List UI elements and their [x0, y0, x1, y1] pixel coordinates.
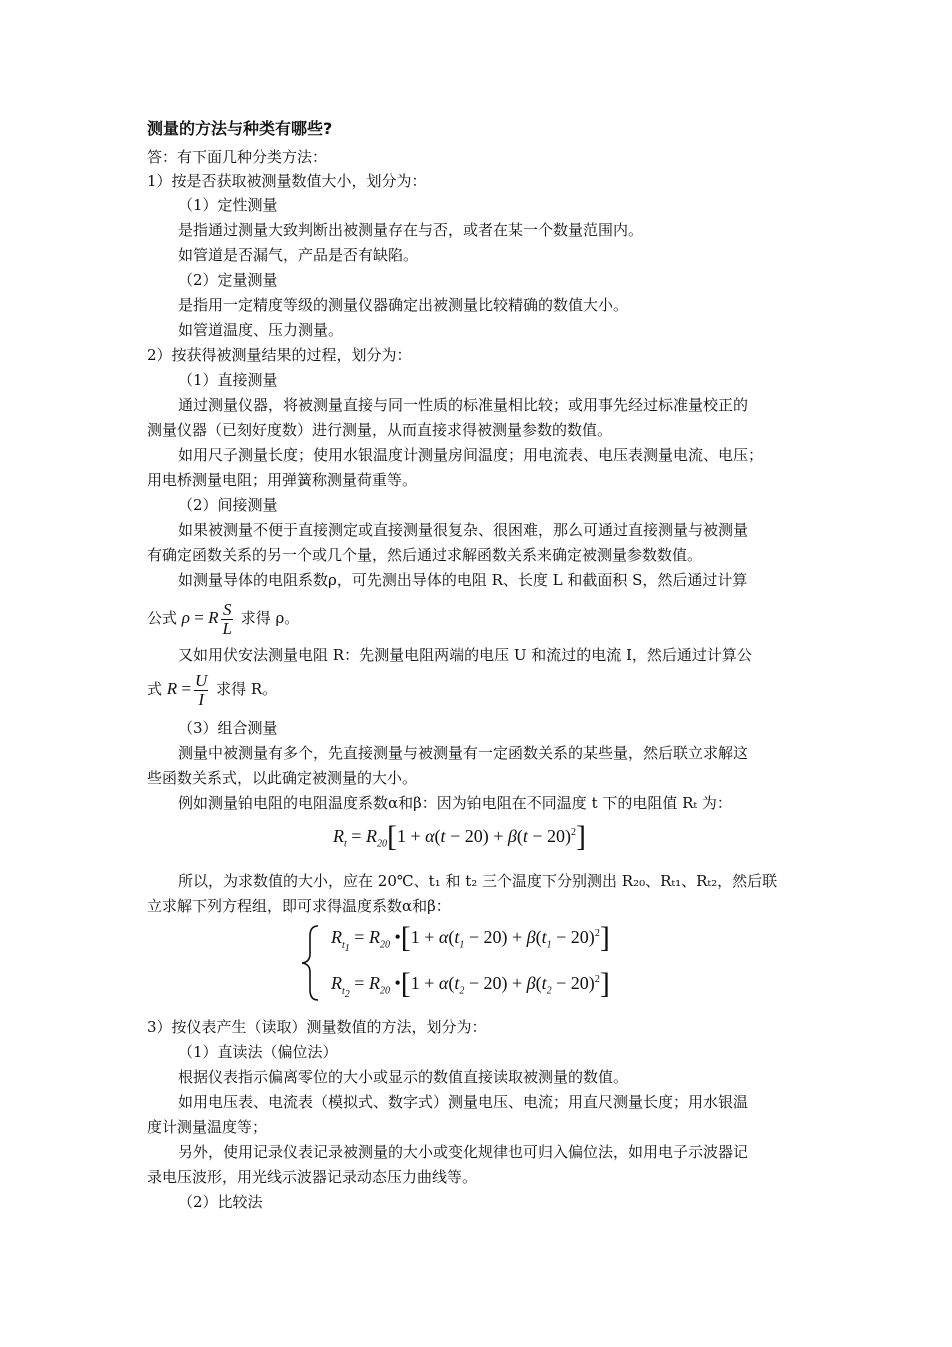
text-line: 如管道温度、压力测量。: [178, 321, 344, 339]
text-line: 立求解下列方程组，即可求得温度系数α和β：: [147, 897, 451, 915]
text-line: 是指通过测量大致判断出被测量存在与否，或者在某一个数量范围内。: [178, 221, 644, 239]
text-line: 3）按仪表产生（读取）测量数值的方法，划分为：: [147, 1018, 487, 1036]
formula-resistance: R = $\frac{U}{I}$: [166, 670, 208, 709]
text-line: 如管道是否漏气，产品是否有缺陷。: [178, 246, 419, 264]
text-line: 用电桥测量电阻；用弹簧称测量荷重等。: [147, 471, 418, 489]
text-line: 些函数关系式，以此确定被测量的大小。: [147, 769, 418, 787]
text-line: 如果被测量不便于直接测定或直接测量很复杂、很困难，那么可通过直接测量与被测量: [178, 521, 749, 539]
text-line: 根据仪表指示偏离零位的大小或显示的数值直接读取被测量的数值。: [178, 1068, 629, 1086]
text-line: （1）定性测量: [178, 196, 278, 214]
text-line: 录电压波形，用光线示波器记录动态压力曲线等。: [147, 1168, 478, 1186]
text-line: 度计测量温度等；: [147, 1118, 268, 1136]
text-line: 又如用伏安法测量电阻 R：先测量电阻两端的电压 U 和流过的电流 I，然后通过计算公: [178, 646, 752, 664]
text-fragment: 公式: [147, 609, 178, 627]
text-line: 2）按获得被测量结果的过程，划分为：: [147, 346, 412, 364]
text-line: （1）直接测量: [178, 371, 278, 389]
text-line: （2）比较法: [178, 1193, 263, 1211]
system-brace: [298, 924, 322, 1002]
text-line: 如用尺子测量长度；使用水银温度计测量房间温度；用电流表、电压表测量电流、电压；: [178, 446, 764, 464]
formula-line-resistance: [147, 667, 277, 711]
text-line: 所以，为求数值的大小，应在 20℃、t₁ 和 t₂ 三个温度下分别测出 R₂₀、Rₜ₁、Rₜ₂，然后联: [178, 872, 778, 890]
text-line: （2）定量测量: [178, 271, 278, 289]
text-line: 如用电压表、电流表（模拟式、数字式）测量电压、电流；用直尺测量长度；用水银温: [178, 1093, 749, 1111]
text-line: 答：有下面几种分类方法：: [147, 148, 328, 166]
text-line: 通过测量仪器，将被测量直接与同一性质的标准量相比较；或用事先经过标准量校正的: [178, 396, 749, 414]
text-line: （3）组合测量: [178, 719, 278, 737]
page-title: 测量的方法与种类有哪些?: [147, 119, 333, 138]
text-line: 另外，使用记录仪表记录被测量的大小或变化规律也可归入偏位法，如用电子示波器记: [178, 1143, 749, 1161]
text-fragment: 求得 R。: [216, 680, 278, 698]
formula-rho: ρ = R $\frac{S}{L}$: [181, 599, 232, 638]
text-line: （1）直读法（偏位法）: [178, 1043, 338, 1061]
text-line: 1）按是否获取被测量数值大小，划分为：: [147, 172, 427, 190]
formula-system-2: $R_{t_2} = R_{20}$ •[1 + $\alpha(t_2 - 20) + \beta(t_2 - 20)^2$]: [331, 967, 610, 1000]
text-line: 测量仪器（已刻好度数）进行测量，从而直接求得被测量参数的数值。: [147, 421, 613, 439]
text-line: （2）间接测量: [178, 496, 278, 514]
formula-system-1: $R_{t_1} = R_{20}$ •[1 + $\alpha(t_1 - 20) + \beta(t_1 - 20)^2$]: [331, 921, 610, 954]
text-fragment: 求得 ρ。: [240, 609, 300, 627]
text-line: 例如测量铂电阻的电阻温度系数α和β：因为铂电阻在不同温度 t 下的电阻值 Rₜ 为：: [178, 794, 732, 812]
text-fragment: 式: [147, 680, 163, 698]
formula-line-rho: [147, 596, 299, 640]
text-line: 如测量导体的电阻系数ρ，可先测出导体的电阻 R、长度 L 和截面积 S，然后通过计算: [178, 571, 748, 589]
text-line: 测量中被测量有多个，先直接测量与被测量有一定函数关系的某些量，然后联立求解这: [178, 744, 749, 762]
text-line: 是指用一定精度等级的测量仪器确定出被测量比较精确的数值大小。: [178, 296, 629, 314]
text-line: 有确定函数关系的另一个或几个量，然后通过求解函数关系来确定被测量参数数值。: [147, 546, 703, 564]
formula-rt: $R_t = R_{20}[1 + \alpha(t - 20) + \beta(t - 20)^2]$: [333, 820, 586, 853]
